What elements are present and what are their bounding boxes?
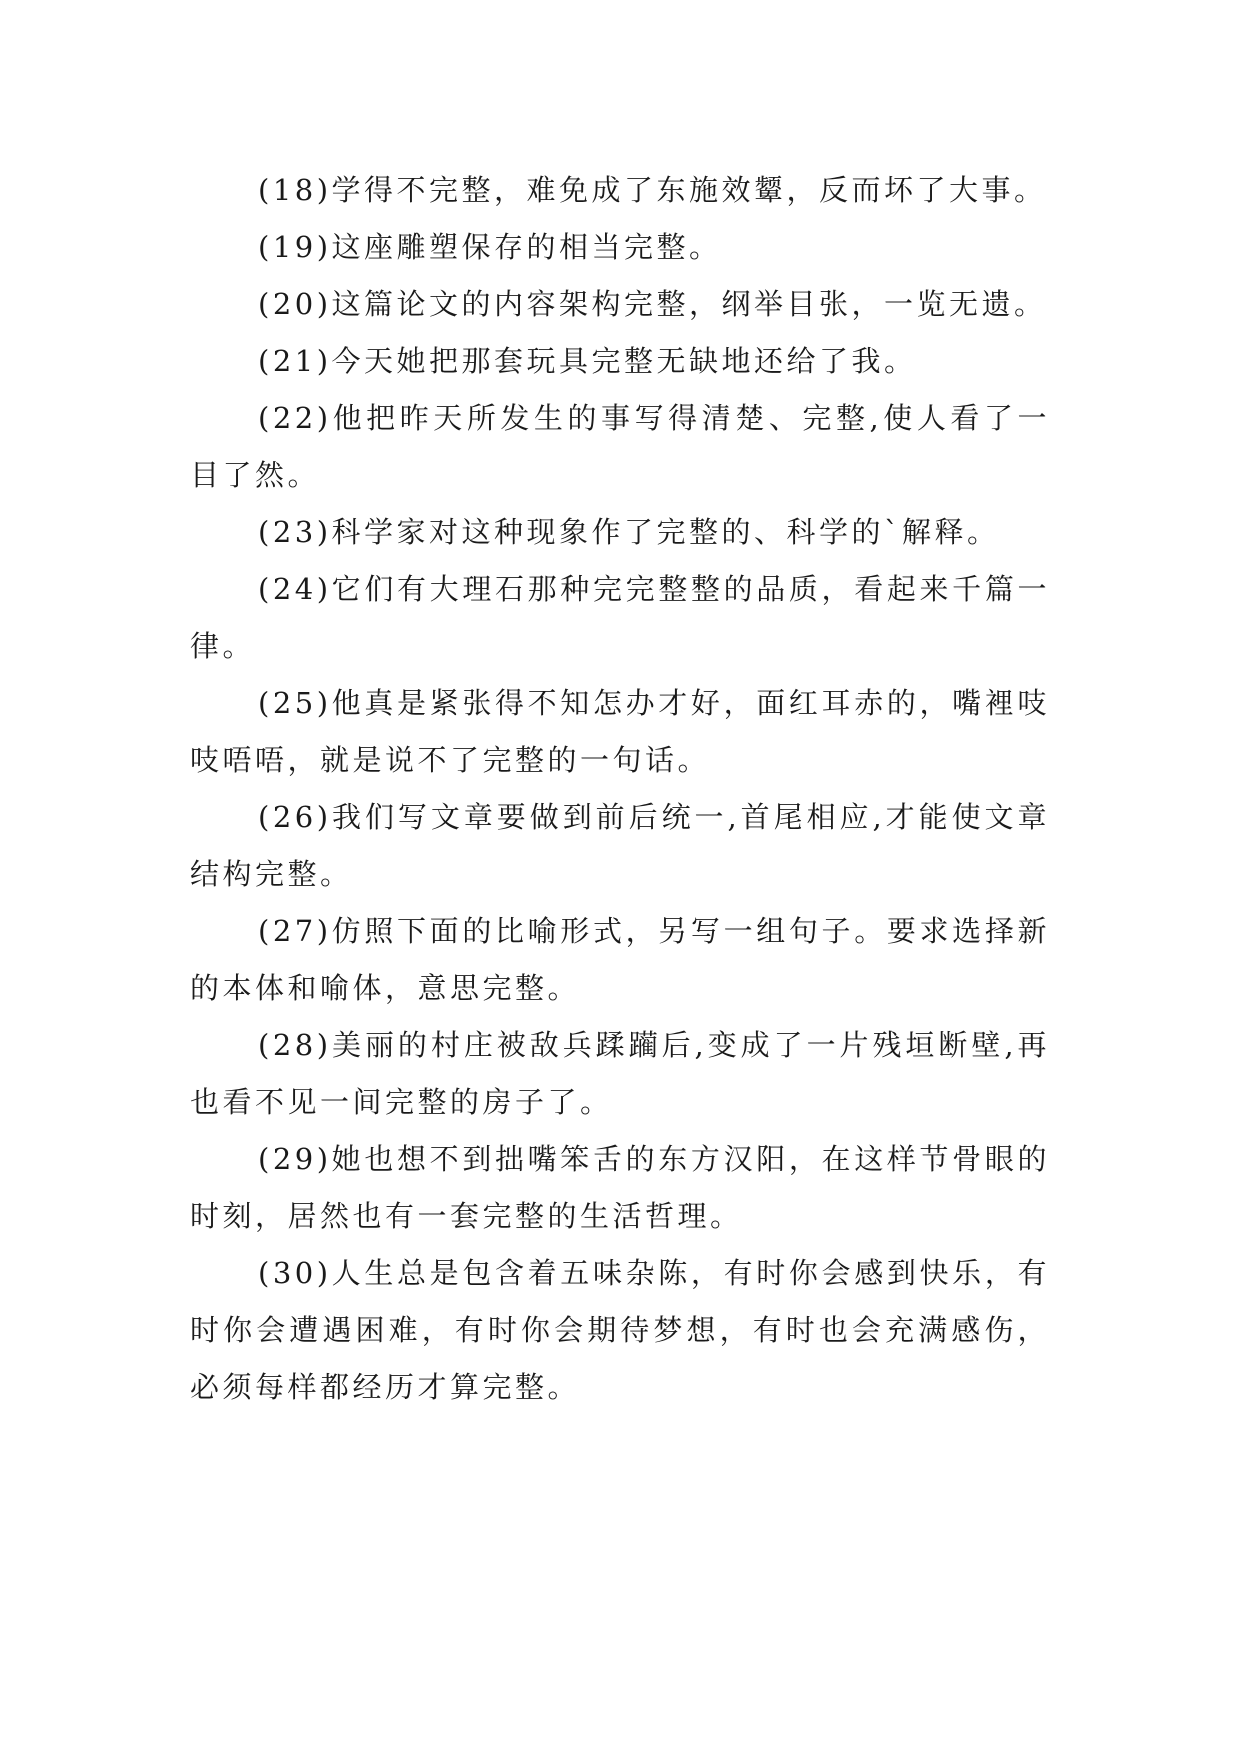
paragraph-19: (19)这座雕塑保存的相当完整。 (258, 230, 722, 264)
paragraph-27: (27)仿照下面的比喻形式，另写一组句子。要求选择新的本体和喻体，意思完整。 (190, 914, 1050, 1005)
paragraph-28: (28)美丽的村庄被敌兵蹂躏后,变成了一片残垣断壁,再也看不见一间完整的房子了。 (190, 1028, 1050, 1119)
paragraph-25: (25)他真是紧张得不知怎办才好，面红耳赤的，嘴裡吱吱唔唔，就是说不了完整的一句话。 (190, 686, 1050, 777)
paragraph-20: (20)这篇论文的内容架构完整，纲举目张，一览无遗。 (258, 287, 1047, 321)
paragraph-22: (22)他把昨天所发生的事写得清楚、完整,使人看了一目了然。 (190, 401, 1050, 492)
paragraph-30: (30)人生总是包含着五味杂陈，有时你会感到快乐，有时你会遭遇困难，有时你会期待梦想，有时也会充满感伤，必须每样都经历才算完整。 (190, 1256, 1050, 1404)
paragraph-29: (29)她也想不到拙嘴笨舌的东方汉阳，在这样节骨眼的时刻，居然也有一套完整的生活哲理。 (190, 1142, 1050, 1233)
paragraph-18: (18)学得不完整，难免成了东施效颦，反而坏了大事。 (258, 173, 1047, 207)
paragraph-23: (23)科学家对这种现象作了完整的、科学的`解释。 (258, 515, 1000, 549)
paragraph-21: (21)今天她把那套玩具完整无缺地还给了我。 (258, 344, 917, 378)
paragraph-26: (26)我们写文章要做到前后统一,首尾相应,才能使文章结构完整。 (190, 800, 1050, 891)
paragraph-24: (24)它们有大理石那种完完整整的品质，看起来千篇一律。 (190, 572, 1050, 663)
document-body (190, 162, 1050, 1416)
